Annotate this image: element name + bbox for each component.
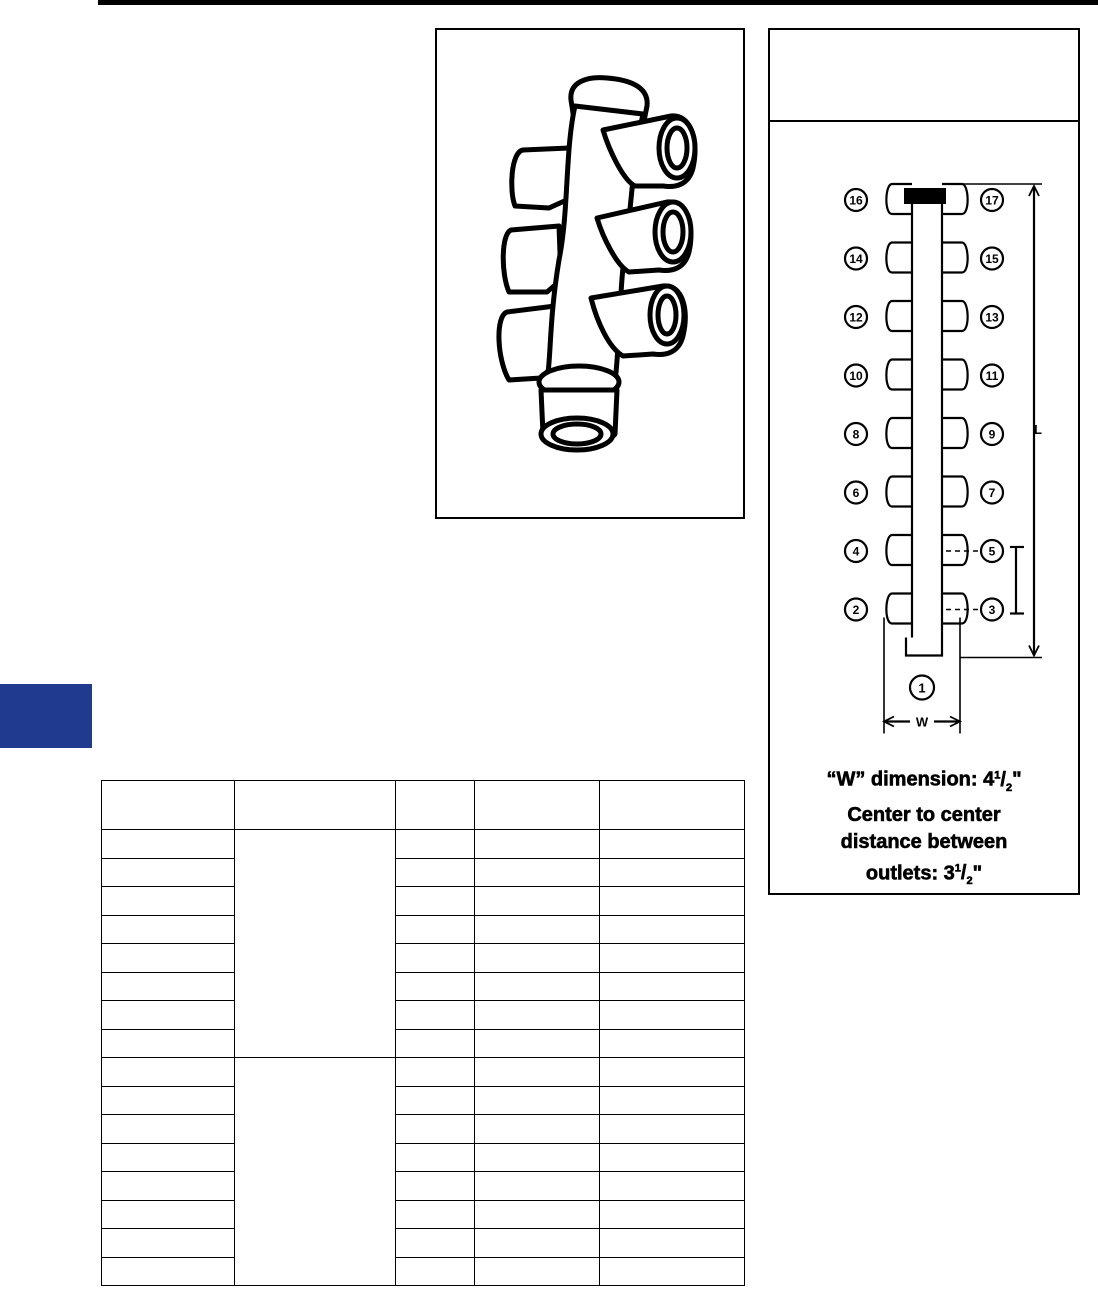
manifold-cap: [904, 188, 946, 204]
table-cell: [600, 887, 745, 916]
table-cell: [102, 1115, 235, 1144]
table-row: [102, 1115, 745, 1144]
table-cell: [102, 944, 235, 973]
table-row: [102, 1257, 745, 1286]
table-cell: [234, 1058, 395, 1286]
table-row: [102, 858, 745, 887]
outlet-number-right: 13: [985, 310, 999, 325]
table-cell: [475, 1029, 600, 1058]
table-cell: [102, 1086, 235, 1115]
table-cell: [475, 887, 600, 916]
table-row: [102, 830, 745, 859]
outlet-right: [942, 243, 968, 273]
length-label: L: [1034, 422, 1042, 437]
caption-line-w-dimension: “W” dimension: $4^1/_2$": [826, 768, 1022, 794]
table-cell: [600, 830, 745, 859]
table-cell: [395, 1086, 475, 1115]
caption-line-outlet-spacing: outlets: $3^1/_2$": [865, 862, 983, 888]
table-cell: [475, 1143, 600, 1172]
table-cell: [600, 1229, 745, 1258]
table-cell: [395, 1115, 475, 1144]
table-cell: [395, 1257, 475, 1286]
outlet-right: [942, 360, 968, 390]
outlet-right: [942, 301, 968, 331]
table-cell: [600, 1115, 745, 1144]
table-cell: [475, 972, 600, 1001]
table-cell: [475, 1200, 600, 1229]
table-row: [102, 1001, 745, 1030]
table-cell: [395, 1229, 475, 1258]
table-cell: [234, 830, 395, 1058]
table-cell: [102, 1200, 235, 1229]
table-cell: [600, 1143, 745, 1172]
manifold-illustration-box: [435, 28, 745, 519]
panel-header: [770, 30, 1078, 122]
outlet-number-left: 16: [849, 193, 863, 208]
table-cell: [102, 1257, 235, 1286]
table-cell: [600, 1172, 745, 1201]
table-cell: [600, 1029, 745, 1058]
table-header-row: [102, 781, 745, 830]
table-row: [102, 1229, 745, 1258]
table-cell: [600, 1086, 745, 1115]
table-cell: [395, 858, 475, 887]
table-row: [102, 1058, 745, 1087]
outlet-number-left: 14: [849, 252, 863, 266]
table-cell: [395, 915, 475, 944]
outlet-left: [886, 477, 912, 507]
outlet-number-right: 9: [988, 427, 996, 442]
table-cell: [395, 1029, 475, 1058]
table-cell: [395, 1172, 475, 1201]
table-header-cell: [475, 781, 600, 830]
table-cell: [102, 858, 235, 887]
outlet-right: [942, 594, 968, 624]
section-tab: [0, 684, 92, 748]
manifold-dimension-panel: [768, 28, 1080, 895]
table-cell: [600, 972, 745, 1001]
table-cell: [395, 1058, 475, 1087]
table-cell: [475, 915, 600, 944]
outlet-number-right: 17: [985, 193, 999, 208]
outlet-number-left: 10: [849, 369, 863, 383]
table-cell: [475, 1086, 600, 1115]
table-cell: [395, 972, 475, 1001]
table-cell: [102, 1229, 235, 1258]
manifold-illustration: [437, 30, 743, 517]
table-row: [102, 1086, 745, 1115]
table-cell: [600, 944, 745, 973]
table-cell: [102, 1143, 235, 1172]
outlet-number-left: 4: [852, 544, 860, 559]
outlet-right: [942, 477, 968, 507]
table-row: [102, 972, 745, 1001]
top-rule: [98, 0, 1098, 5]
table-row: [102, 1029, 745, 1058]
table-cell: [600, 1001, 745, 1030]
table-cell: [475, 1229, 600, 1258]
table-cell: [102, 887, 235, 916]
table-header-cell: [395, 781, 475, 830]
outlet-number-right: 11: [985, 369, 999, 383]
outlet-number-left: 12: [849, 310, 863, 325]
table-row: [102, 887, 745, 916]
table-cell: [475, 1172, 600, 1201]
table-cell: [102, 1058, 235, 1087]
outlet-left: [886, 594, 912, 624]
outlet-right: [942, 535, 968, 565]
table-cell: [475, 1001, 600, 1030]
table-cell: [475, 1115, 600, 1144]
table-cell: [475, 1257, 600, 1286]
outlet-left: [886, 243, 912, 273]
table-header-cell: [102, 781, 235, 830]
table-row: [102, 944, 745, 973]
outlet-left: [886, 418, 912, 448]
table-cell: [475, 1058, 600, 1087]
caption-line-3: distance between: [840, 830, 1008, 853]
outlet-number-left: 2: [852, 603, 860, 617]
table-cell: [395, 1143, 475, 1172]
table-row: [102, 915, 745, 944]
table-row: [102, 1200, 745, 1229]
outlet-number-right: 7: [988, 486, 996, 500]
outlet-number-right: 3: [988, 603, 996, 617]
outlet-left: [886, 360, 912, 390]
table-cell: [102, 915, 235, 944]
outlet-number-left: 6: [852, 486, 860, 500]
outlet-right: [942, 418, 968, 448]
table-cell: [600, 1257, 745, 1286]
outlet-left: [886, 301, 912, 331]
table-cell: [475, 858, 600, 887]
table-header-cell: [600, 781, 745, 830]
table-cell: [102, 972, 235, 1001]
table-cell: [600, 915, 745, 944]
outlet-number-right: 5: [988, 544, 996, 559]
specification-table: [101, 780, 745, 1286]
outlet-number-right: 15: [985, 252, 999, 266]
inlet-nipple: [906, 638, 942, 656]
table-cell: [475, 830, 600, 859]
table-cell: [395, 1200, 475, 1229]
table-cell: [600, 1200, 745, 1229]
manifold-dimension-drawing: [770, 122, 1078, 822]
outlet-left: [886, 535, 912, 565]
table-cell: [395, 830, 475, 859]
table-cell: [102, 1001, 235, 1030]
table-cell: [395, 1001, 475, 1030]
table-cell: [600, 858, 745, 887]
width-label: W: [915, 714, 929, 730]
table-row: [102, 1172, 745, 1201]
caption-line-2: Center to center: [847, 803, 1001, 826]
table-cell: [102, 1029, 235, 1058]
table-header-cell: [234, 781, 395, 830]
table-cell: [102, 1172, 235, 1201]
table-cell: [395, 887, 475, 916]
inlet-number: 1: [918, 680, 926, 696]
table-row: [102, 1143, 745, 1172]
outlet-number-left: 8: [852, 427, 860, 442]
table-cell: [395, 944, 475, 973]
table-cell: [102, 830, 235, 859]
table-cell: [600, 1058, 745, 1087]
table-cell: [475, 944, 600, 973]
dimension-caption: [770, 762, 1078, 895]
